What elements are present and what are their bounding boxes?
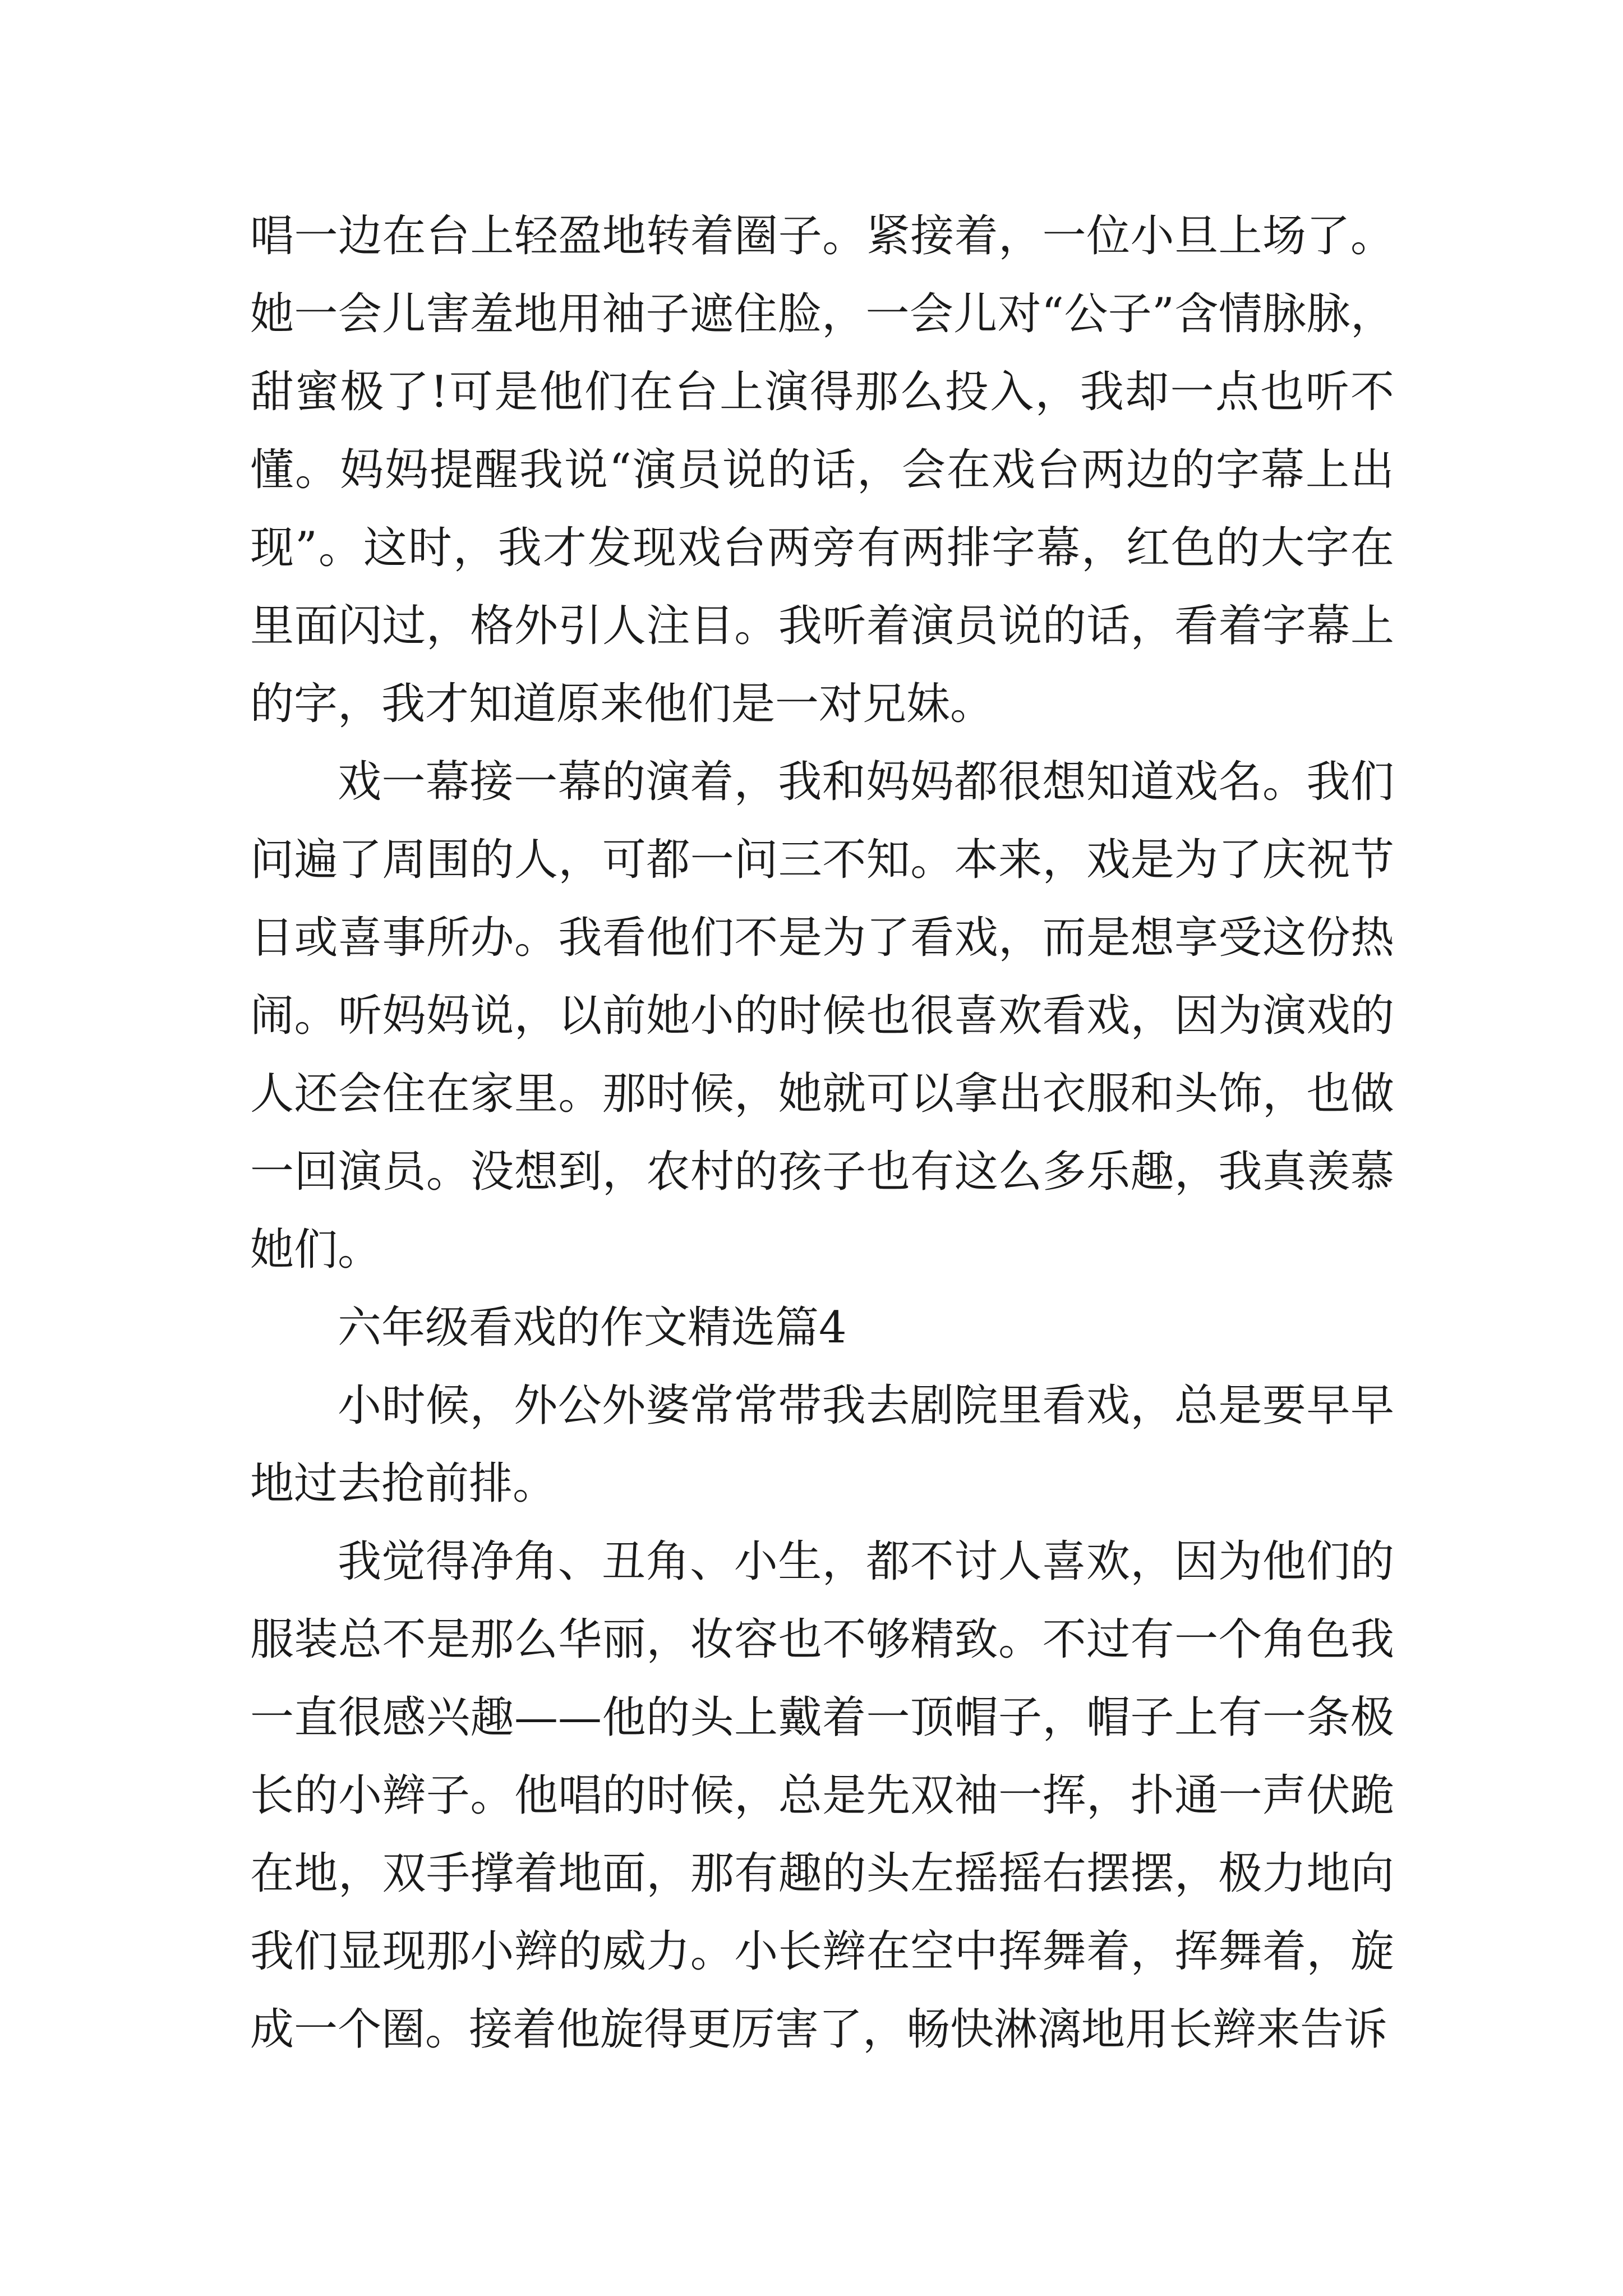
paragraph-continuation: 唱一边在台上轻盈地转着圈子。紧接着，一位小旦上场了。她一会儿害羞地用袖子遮住脸，一会儿对“公子”含情脉脉，甜蜜极了!可是他们在台上演得那么投入，我却一点也听不懂。妈妈提醒我说“演员说的话，会在戏台两边的字幕上出现”。这时，我才发现戏台两旁有两排字幕，红色的大字在里面闪过，格外引人注目。我听着演员说的话，看着字幕上的字，我才知道原来他们是一对兄妹。: [250, 211, 1394, 729]
paragraph-character: 我觉得净角、丑角、小生，都不讨人喜欢，因为他们的服装总不是那么华丽，妆容也不够精致。不过有一个角色我一直很感兴趣——他的头上戴着一顶帽子，帽子上有一条极长的小辫子。他唱的时候，总是先双袖一挥，扑通一声伏跪在地，双手撑着地面，那有趣的头左摇摇右摆摆，极力地向我们显现那小辫的威力。小长辫在空中挥舞着，挥舞着，旋成一个圈。接着他旋得更厉害了，畅快淋漓地用长辫来告诉: [250, 1536, 1394, 2055]
document-body: [250, 197, 1394, 2069]
section-heading: 六年级看戏的作文精选篇4: [338, 1303, 847, 1353]
paragraph-opera-name: 戏一幕接一幕的演着，我和妈妈都很想知道戏名。我们问遍了周围的人，可都一问三不知。本来，戏是为了庆祝节日或喜事所办。我看他们不是为了看戏，而是想享受这份热闹。听妈妈说，以前她小的时候也很喜欢看戏，因为演戏的人还会住在家里。那时候，她就可以拿出衣服和头饰，也做一回演员。没想到，农村的孩子也有这么多乐趣，我真羡慕她们。: [250, 757, 1394, 1275]
paragraph-childhood: 小时候，外公外婆常常带我去剧院里看戏，总是要早早地过去抢前排。: [250, 1381, 1394, 1509]
